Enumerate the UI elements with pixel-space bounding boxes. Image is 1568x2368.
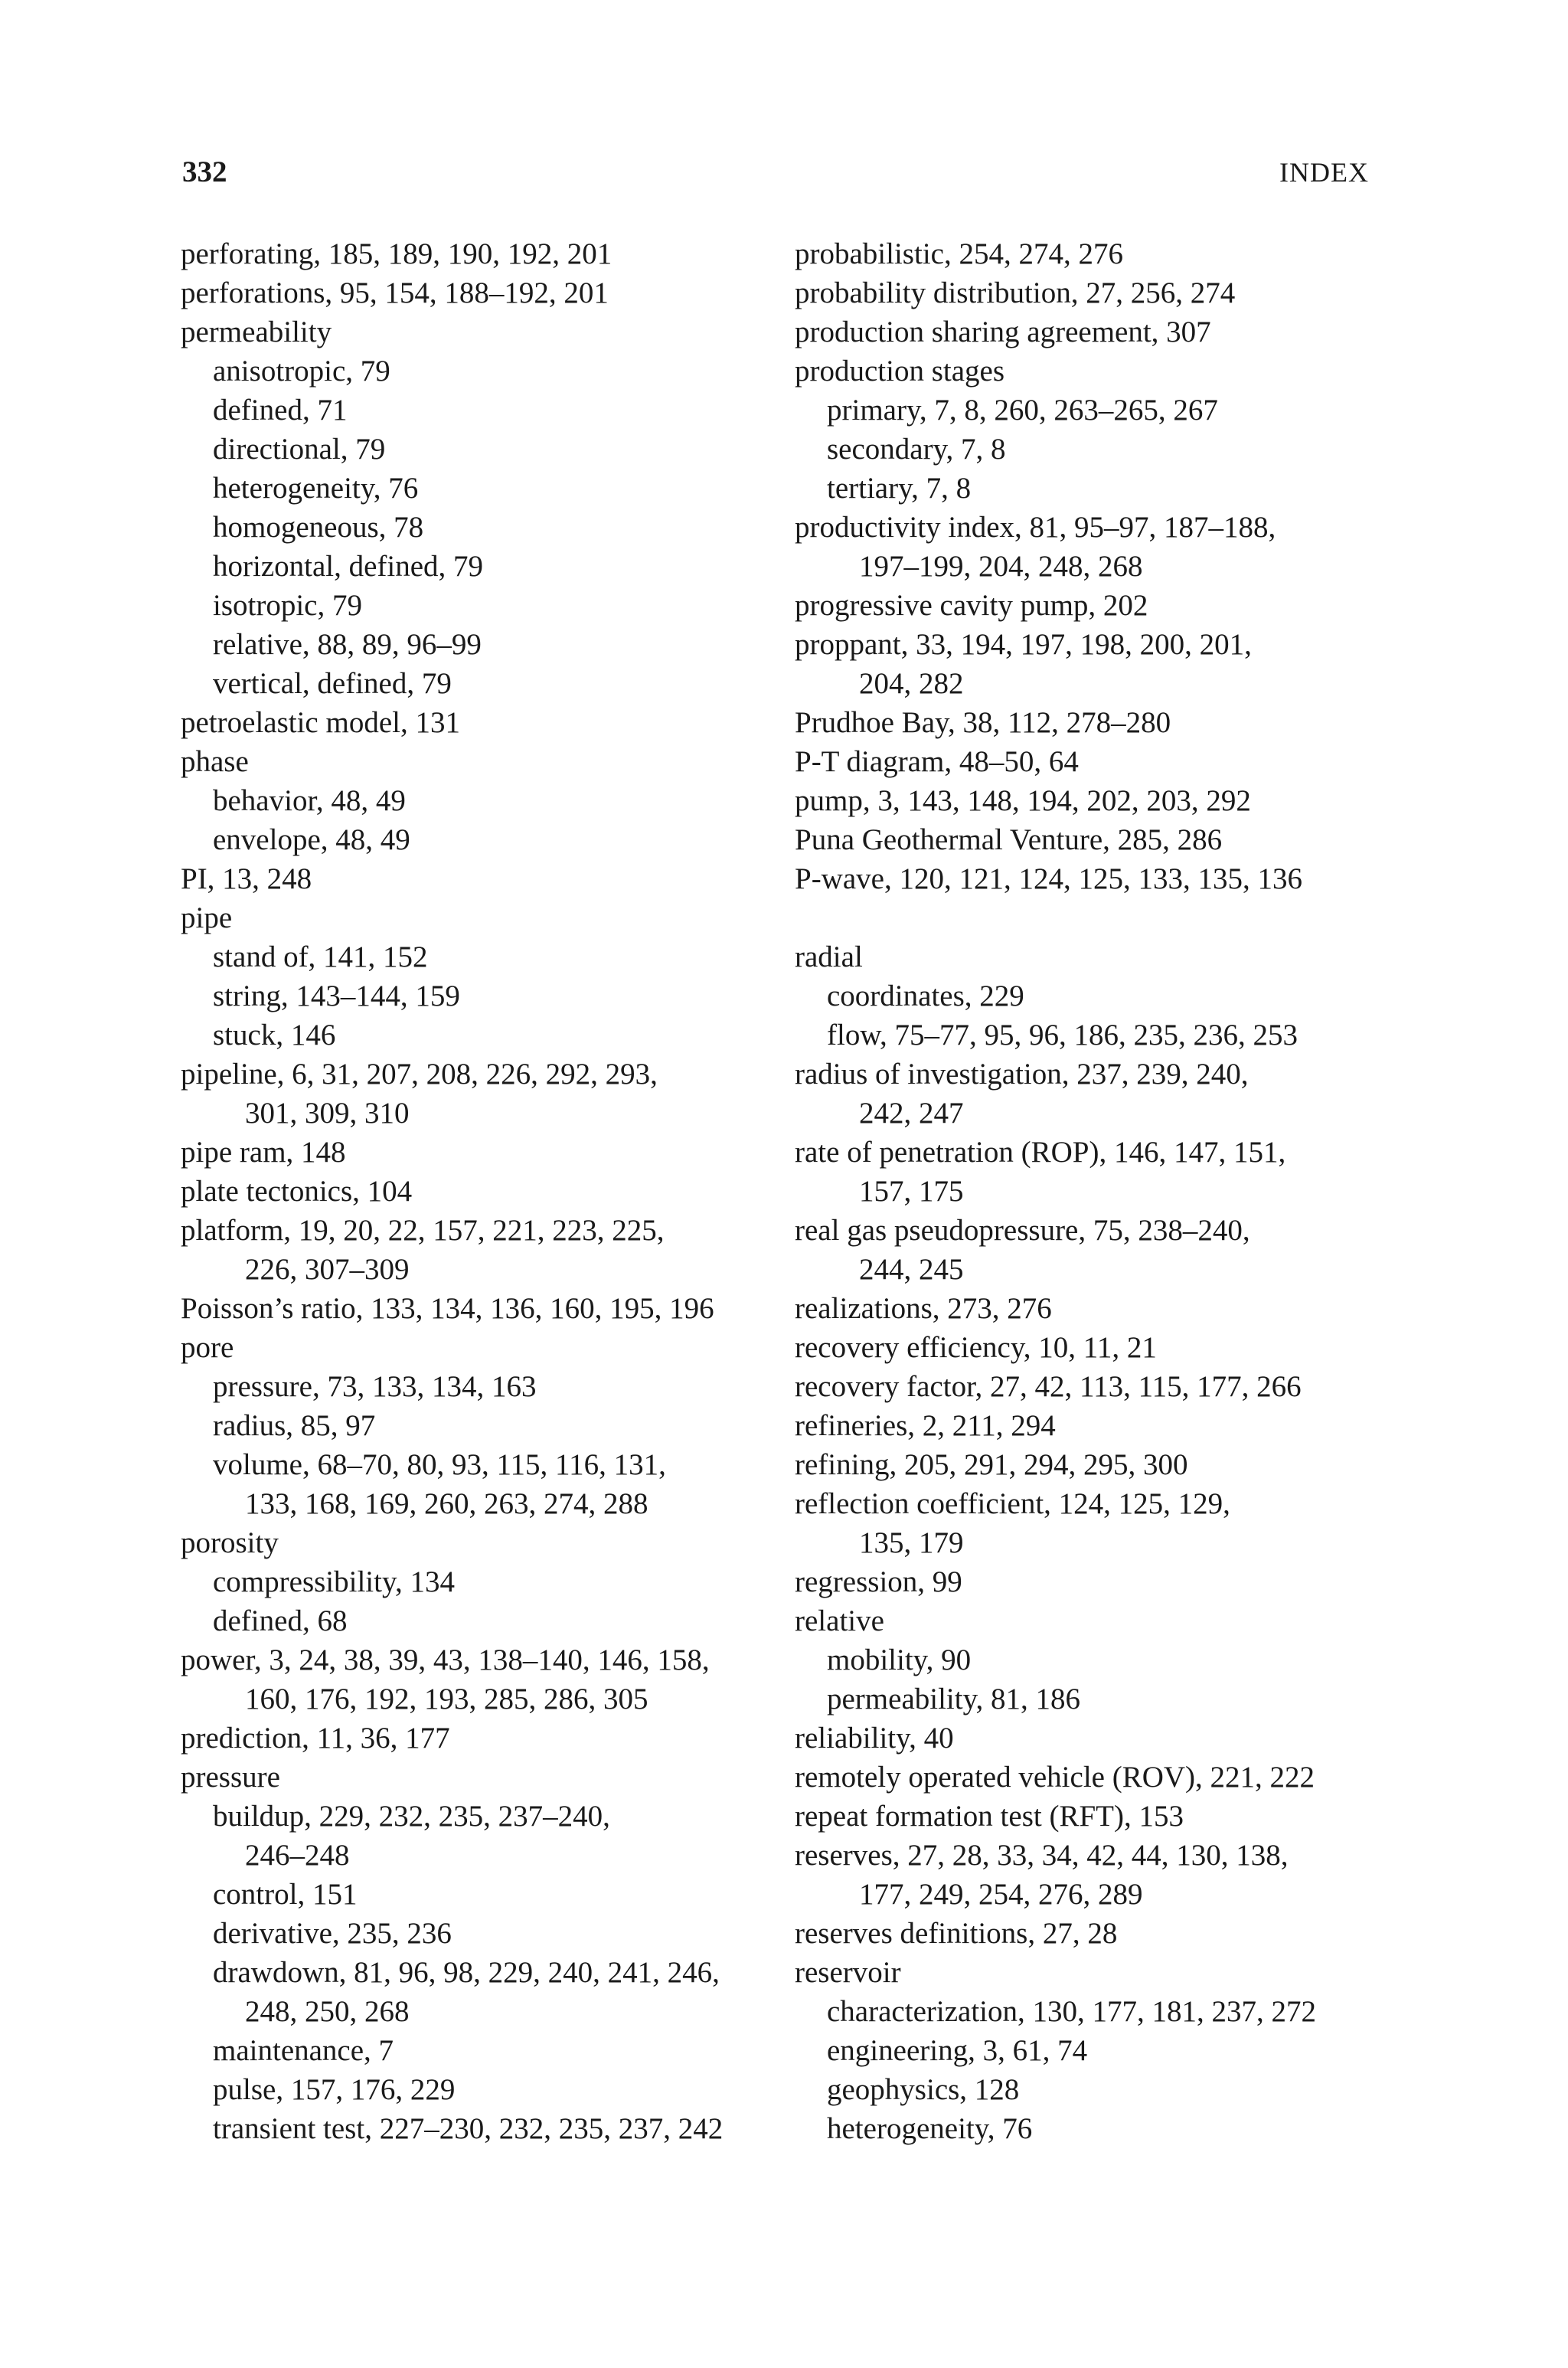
index-entry: radius of investigation, 237, 239, 240, bbox=[795, 1058, 1249, 1091]
index-subentry: pressure, 73, 133, 134, 163 bbox=[213, 1370, 537, 1403]
index-subentry: 301, 309, 310 bbox=[245, 1097, 410, 1130]
index-entry: pipe ram, 148 bbox=[181, 1136, 346, 1169]
index-subentry: heterogeneity, 76 bbox=[213, 472, 419, 505]
index-column-left bbox=[181, 234, 763, 2148]
index-entry: realizations, 273, 276 bbox=[795, 1292, 1052, 1325]
index-entry: refineries, 2, 211, 294 bbox=[795, 1409, 1056, 1442]
index-subentry: homogeneous, 78 bbox=[213, 511, 424, 544]
index-subentry: stuck, 146 bbox=[213, 1019, 336, 1052]
index-entry bbox=[795, 898, 1377, 937]
index-subentry: characterization, 130, 177, 181, 237, 272 bbox=[827, 1995, 1316, 2028]
index-entry: reliability, 40 bbox=[795, 1722, 954, 1755]
index-entry: phase bbox=[181, 745, 249, 778]
index-subentry: maintenance, 7 bbox=[213, 2034, 394, 2067]
index-subentry: vertical, defined, 79 bbox=[213, 667, 452, 700]
index-entry: perforations, 95, 154, 188–192, 201 bbox=[181, 276, 609, 309]
index-subentry: defined, 71 bbox=[213, 394, 348, 427]
index-subentry: drawdown, 81, 96, 98, 229, 240, 241, 246, bbox=[213, 1956, 720, 1989]
index-subentry: 177, 249, 254, 276, 289 bbox=[859, 1878, 1143, 1911]
index-entry: power, 3, 24, 38, 39, 43, 138–140, 146, 158, bbox=[181, 1644, 710, 1676]
index-subentry: permeability, 81, 186 bbox=[827, 1683, 1081, 1715]
index-subentry: derivative, 235, 236 bbox=[213, 1917, 452, 1950]
index-entry: remotely operated vehicle (ROV), 221, 222 bbox=[795, 1761, 1315, 1794]
index-entry: productivity index, 81, 95–97, 187–188, bbox=[795, 511, 1276, 544]
index-subentry: 248, 250, 268 bbox=[245, 1995, 410, 2028]
index-entry: Prudhoe Bay, 38, 112, 278–280 bbox=[795, 706, 1171, 739]
index-entry: probabilistic, 254, 274, 276 bbox=[795, 237, 1123, 270]
index-subentry: engineering, 3, 61, 74 bbox=[827, 2034, 1088, 2067]
index-entry: P-wave, 120, 121, 124, 125, 133, 135, 136 bbox=[795, 862, 1302, 895]
index-subentry: heterogeneity, 76 bbox=[827, 2112, 1033, 2145]
index-column-right bbox=[795, 234, 1377, 2148]
running-head: INDEX bbox=[1279, 157, 1369, 188]
index-entry: platform, 19, 20, 22, 157, 221, 223, 225, bbox=[181, 1214, 665, 1247]
index-subentry: 133, 168, 169, 260, 263, 274, 288 bbox=[245, 1487, 648, 1520]
index-entry: perforating, 185, 189, 190, 192, 201 bbox=[181, 237, 612, 270]
index-entry: regression, 99 bbox=[795, 1565, 962, 1598]
index-entry: production sharing agreement, 307 bbox=[795, 316, 1211, 348]
index-entry: prediction, 11, 36, 177 bbox=[181, 1722, 450, 1755]
index-entry: PI, 13, 248 bbox=[181, 862, 312, 895]
index-entry: pump, 3, 143, 148, 194, 202, 203, 292 bbox=[795, 784, 1251, 817]
index-entry: pipe bbox=[181, 901, 233, 934]
index-entry: real gas pseudopressure, 75, 238–240, bbox=[795, 1214, 1250, 1247]
index-subentry: string, 143–144, 159 bbox=[213, 980, 460, 1012]
index-subentry: 242, 247 bbox=[859, 1097, 964, 1130]
index-entry: pore bbox=[181, 1331, 234, 1364]
index-subentry: 204, 282 bbox=[859, 667, 964, 700]
index-entry: petroelastic model, 131 bbox=[181, 706, 460, 739]
index-subentry: 226, 307–309 bbox=[245, 1253, 410, 1286]
index-subentry: buildup, 229, 232, 235, 237–240, bbox=[213, 1800, 610, 1833]
index-entry: pressure bbox=[181, 1761, 280, 1794]
index-subentry: 197–199, 204, 248, 268 bbox=[859, 550, 1143, 583]
index-entry: progressive cavity pump, 202 bbox=[795, 589, 1148, 622]
index-subentry: isotropic, 79 bbox=[213, 589, 362, 622]
index-subentry: 160, 176, 192, 193, 285, 286, 305 bbox=[245, 1683, 648, 1715]
index-entry: pipeline, 6, 31, 207, 208, 226, 292, 293, bbox=[181, 1058, 658, 1091]
index-subentry: envelope, 48, 49 bbox=[213, 823, 410, 856]
index-entry: probability distribution, 27, 256, 274 bbox=[795, 276, 1236, 309]
index-subentry: geophysics, 128 bbox=[827, 2073, 1020, 2106]
index-subentry: pulse, 157, 176, 229 bbox=[213, 2073, 456, 2106]
index-subentry: volume, 68–70, 80, 93, 115, 116, 131, bbox=[213, 1448, 666, 1481]
index-entry: Puna Geothermal Venture, 285, 286 bbox=[795, 823, 1223, 856]
index-entry: permeability bbox=[181, 316, 332, 348]
index-entry: recovery factor, 27, 42, 113, 115, 177, 266 bbox=[795, 1370, 1302, 1403]
index-entry: reserves definitions, 27, 28 bbox=[795, 1917, 1118, 1950]
index-subentry: anisotropic, 79 bbox=[213, 355, 390, 388]
index-entry: recovery efficiency, 10, 11, 21 bbox=[795, 1331, 1157, 1364]
index-entry: porosity bbox=[181, 1526, 279, 1559]
index-entry: reservoir bbox=[795, 1956, 901, 1989]
index-entry: refining, 205, 291, 294, 295, 300 bbox=[795, 1448, 1188, 1481]
index-entry: repeat formation test (RFT), 153 bbox=[795, 1800, 1184, 1833]
index-subentry: control, 151 bbox=[213, 1878, 358, 1911]
index-entry: radial bbox=[795, 940, 863, 973]
index-subentry: transient test, 227–230, 232, 235, 237, 242 bbox=[213, 2112, 724, 2145]
index-entry: P-T diagram, 48–50, 64 bbox=[795, 745, 1079, 778]
index-entry: reflection coefficient, 124, 125, 129, bbox=[795, 1487, 1230, 1520]
index-subentry: relative, 88, 89, 96–99 bbox=[213, 628, 482, 661]
index-entry: proppant, 33, 194, 197, 198, 200, 201, bbox=[795, 628, 1252, 661]
index-entry: Poisson’s ratio, 133, 134, 136, 160, 195, 196 bbox=[181, 1292, 714, 1325]
index-subentry: directional, 79 bbox=[213, 433, 386, 466]
index-subentry: 135, 179 bbox=[859, 1526, 964, 1559]
index-subentry: tertiary, 7, 8 bbox=[827, 472, 972, 505]
index-entry: production stages bbox=[795, 355, 1005, 388]
index-subentry: radius, 85, 97 bbox=[213, 1409, 376, 1442]
index-entry: relative bbox=[795, 1604, 884, 1637]
index-subentry: compressibility, 134 bbox=[213, 1565, 455, 1598]
index-entry: reserves, 27, 28, 33, 34, 42, 44, 130, 138, bbox=[795, 1839, 1289, 1872]
index-subentry: horizontal, defined, 79 bbox=[213, 550, 484, 583]
index-subentry: coordinates, 229 bbox=[827, 980, 1024, 1012]
index-subentry: stand of, 141, 152 bbox=[213, 940, 428, 973]
index-subentry: 246–248 bbox=[245, 1839, 350, 1872]
index-subentry: 157, 175 bbox=[859, 1175, 964, 1208]
index-subentry: secondary, 7, 8 bbox=[827, 433, 1006, 466]
index-subentry: primary, 7, 8, 260, 263–265, 267 bbox=[827, 394, 1218, 427]
index-subentry: flow, 75–77, 95, 96, 186, 235, 236, 253 bbox=[827, 1019, 1298, 1052]
index-subentry: 244, 245 bbox=[859, 1253, 964, 1286]
index-entry: rate of penetration (ROP), 146, 147, 151, bbox=[795, 1136, 1286, 1169]
page-number: 332 bbox=[182, 155, 227, 188]
index-subentry: behavior, 48, 49 bbox=[213, 784, 406, 817]
index-subentry: defined, 68 bbox=[213, 1604, 348, 1637]
index-entry: plate tectonics, 104 bbox=[181, 1175, 413, 1208]
index-subentry: mobility, 90 bbox=[827, 1644, 972, 1676]
